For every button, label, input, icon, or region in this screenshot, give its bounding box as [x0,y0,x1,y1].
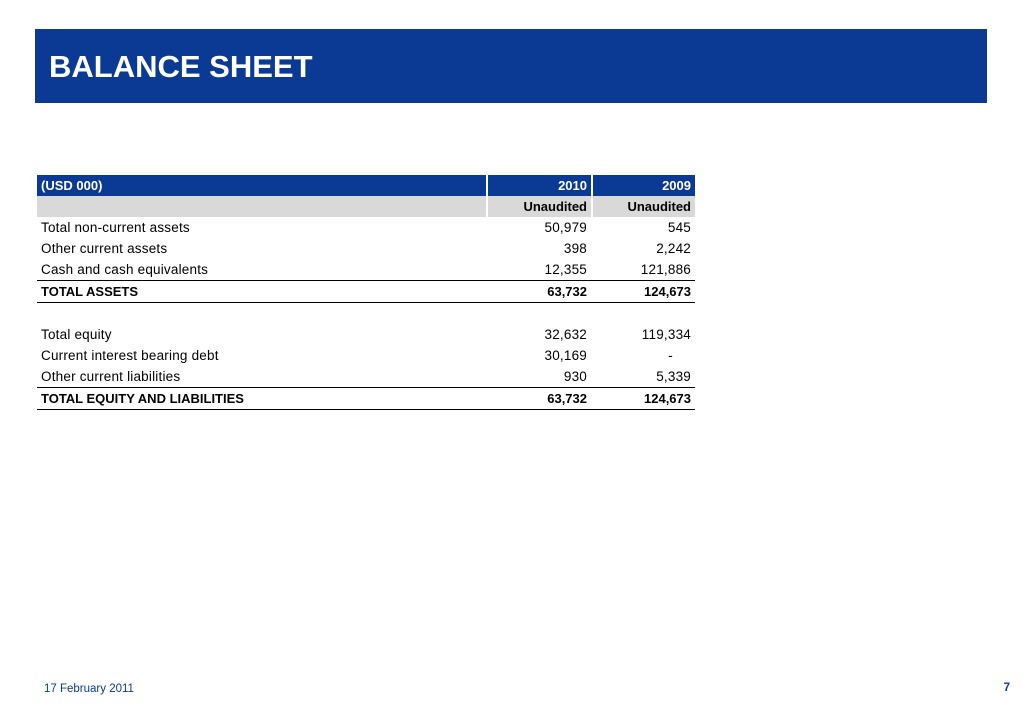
total-equity-liabilities-row [37,387,695,410]
page-number: 7 [1003,682,1010,694]
row-value-2010: 32,632 [544,327,587,342]
column-header-2010: 2010 [486,175,591,196]
row-label: Total equity [41,327,112,342]
balance-sheet-table [37,175,695,410]
table-row [37,324,695,345]
slide-title: BALANCE SHEET [49,49,313,84]
table-row [37,217,695,238]
row-value-2009: 121,886 [640,262,691,277]
table-subheader-row [37,196,695,217]
footer-date: 17 February 2011 [44,683,134,695]
row-value-2009: 119,334 [641,327,691,342]
unit-label: (USD 000) [37,175,486,196]
row-label: TOTAL ASSETS [37,280,486,303]
title-bar [35,29,987,103]
row-value-2010: 30,169 [544,348,587,363]
table-row [37,366,695,387]
table-row [37,238,695,259]
row-label: TOTAL EQUITY AND LIABILITIES [37,387,486,410]
row-value-2010: 63,732 [486,280,591,303]
table-row [37,345,695,366]
row-value-2009: 124,673 [591,280,695,303]
subheader-2010: Unaudited [486,196,591,217]
row-value-2009: - [668,348,673,363]
table-header-row [37,175,695,196]
row-value-2010: 930 [563,369,587,384]
row-label: Current interest bearing debt [41,348,219,363]
row-label: Cash and cash equivalents [41,262,209,277]
row-value-2009: 545 [667,220,691,235]
row-value-2009: 5,339 [656,369,691,384]
row-value-2010: 12,355 [544,262,587,277]
subheader-empty-cell [37,196,486,217]
row-value-2010: 398 [563,241,587,256]
row-label: Other current liabilities [41,369,181,384]
row-value-2010: 63,732 [486,387,591,410]
row-label: Total non-current assets [41,220,190,235]
subheader-2009: Unaudited [591,196,695,217]
spacer-row [37,303,695,324]
row-value-2010: 50,979 [544,220,587,235]
column-header-2009: 2009 [591,175,695,196]
row-value-2009: 124,673 [591,387,695,410]
table-row [37,259,695,280]
row-label: Other current assets [41,241,168,256]
total-assets-row [37,280,695,303]
row-value-2009: 2,242 [656,241,691,256]
